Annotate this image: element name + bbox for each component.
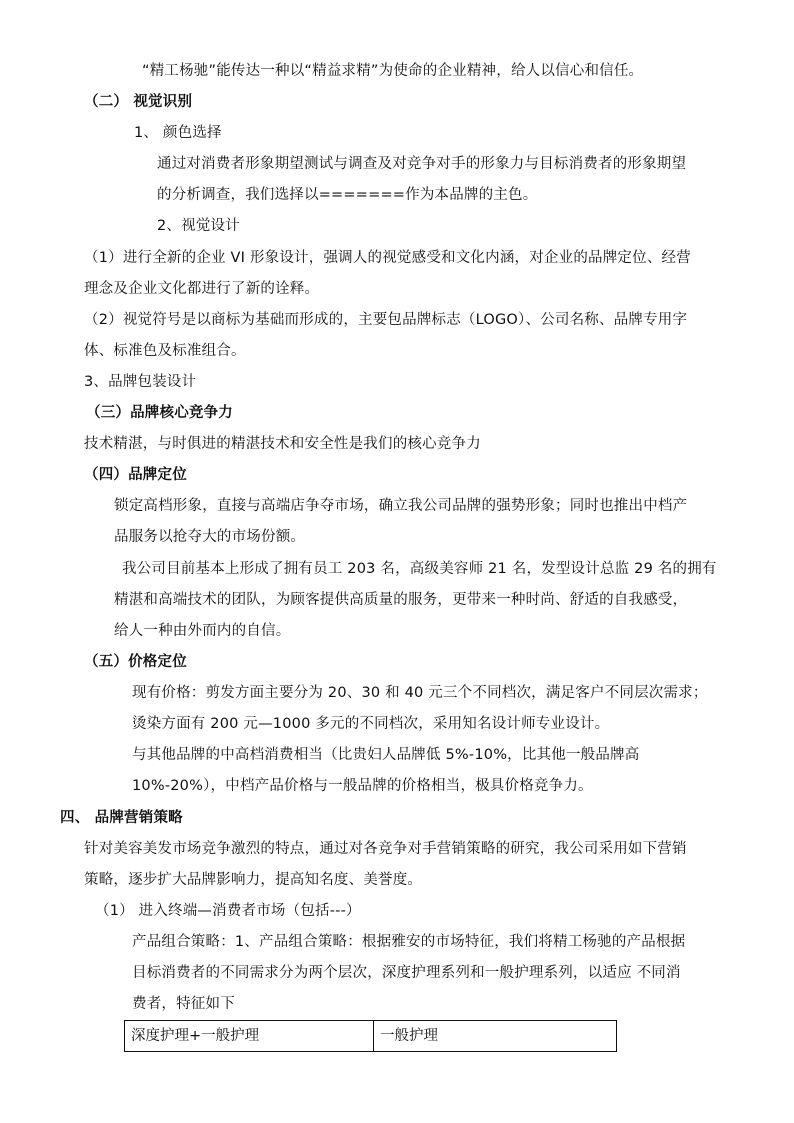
paragraph-line: 针对美容美发市场竞争激烈的特点，通过对各竞争对手营销策略的研究，我公司采用如下营销: [84, 841, 687, 857]
section-heading-brand-positioning: （四）品牌定位: [84, 467, 187, 483]
paragraph-line: 策略，逐步扩大品牌影响力，提高知名度、美誉度。: [84, 872, 423, 888]
product-tier-table: [124, 1020, 617, 1052]
subheading-visual-design: 2、视觉设计: [157, 218, 240, 234]
paragraph-line: 烫染方面有 200 元—1000 多元的不同档次，采用知名设计师专业设计。: [132, 716, 610, 732]
paragraph-line: 给人一种由外而内的自信。: [114, 623, 291, 639]
section-heading-core-competitiveness: （三）品牌核心竞争力: [86, 405, 233, 421]
paragraph-line: “精工杨驰”能传达一种以“精益求精”为使命的企业精神，给人以信心和信任。: [142, 63, 644, 79]
paragraph-line: 费者，特征如下: [132, 996, 235, 1012]
table-cell: 一般护理: [380, 1028, 438, 1044]
paragraph-line: （2）视觉符号是以商标为基础而形成的，主要包品牌标志（LOGO）、公司名称、品牌专用字: [84, 312, 688, 328]
section-heading-marketing-strategy: 四、 品牌营销策略: [60, 810, 183, 826]
paragraph-line: 精湛和高端技术的团队，为顾客提供高质量的服务，更带来一种时尚、舒适的自我感受，: [114, 592, 688, 608]
paragraph-line: 品服务以抢夺大的市场份额。: [114, 529, 306, 545]
paragraph-line: 体、标准色及标准组合。: [84, 343, 246, 359]
subheading-terminal-market: （1） 进入终端—消费者市场（包括---）: [95, 903, 361, 919]
table-cell: 深度护理+一般护理: [125, 1021, 374, 1051]
paragraph-line: 的分析调查，我们选择以=======作为本品牌的主色。: [157, 187, 538, 203]
paragraph-line: （1）进行全新的企业 VI 形象设计，强调人的视觉感受和文化内涵，对企业的品牌定位、经营: [84, 250, 691, 266]
paragraph-line: 与其他品牌的中高档消费相当（比贵妇人品牌低 5%-10%，比其他一般品牌高: [132, 747, 640, 763]
paragraph-line: 锁定高档形象，直接与高端店争夺市场，确立我公司品牌的强势形象；同时也推出中档产: [114, 498, 688, 514]
paragraph-line: 通过对消费者形象期望测试与调查及对竞争对手的形象力与目标消费者的形象期望: [157, 156, 687, 172]
paragraph-line: 产品组合策略：1、产品组合策略：根据雅安的市场特征，我们将精工杨驰的产品根据: [132, 934, 686, 950]
paragraph-line: 目标消费者的不同需求分为两个层次，深度护理系列和一般护理系列，以适应 不同消: [132, 965, 681, 981]
section-heading-visual-identity: （二） 视觉识别: [84, 94, 193, 110]
paragraph-line: 现有价格：剪发方面主要分为 20、30 和 40 元三个不同档次，满足客户不同层次需求；: [132, 685, 708, 701]
paragraph-line: 理念及企业文化都进行了新的诠释。: [84, 281, 320, 297]
paragraph-line: 10%-20%），中档产品价格与一般品牌的价格相当，极具价格竞争力。: [132, 778, 593, 794]
subheading-package-design: 3、品牌包装设计: [84, 374, 197, 390]
paragraph-line: 我公司目前基本上形成了拥有员工 203 名，高级美容师 21 名，发型设计总监 29 名的拥有: [122, 561, 717, 577]
section-heading-price-positioning: （五）价格定位: [84, 654, 187, 670]
paragraph-line: 技术精湛，与时俱进的精湛技术和安全性是我们的核心竞争力: [84, 436, 481, 452]
subheading-color-selection: 1、 颜色选择: [134, 125, 222, 141]
